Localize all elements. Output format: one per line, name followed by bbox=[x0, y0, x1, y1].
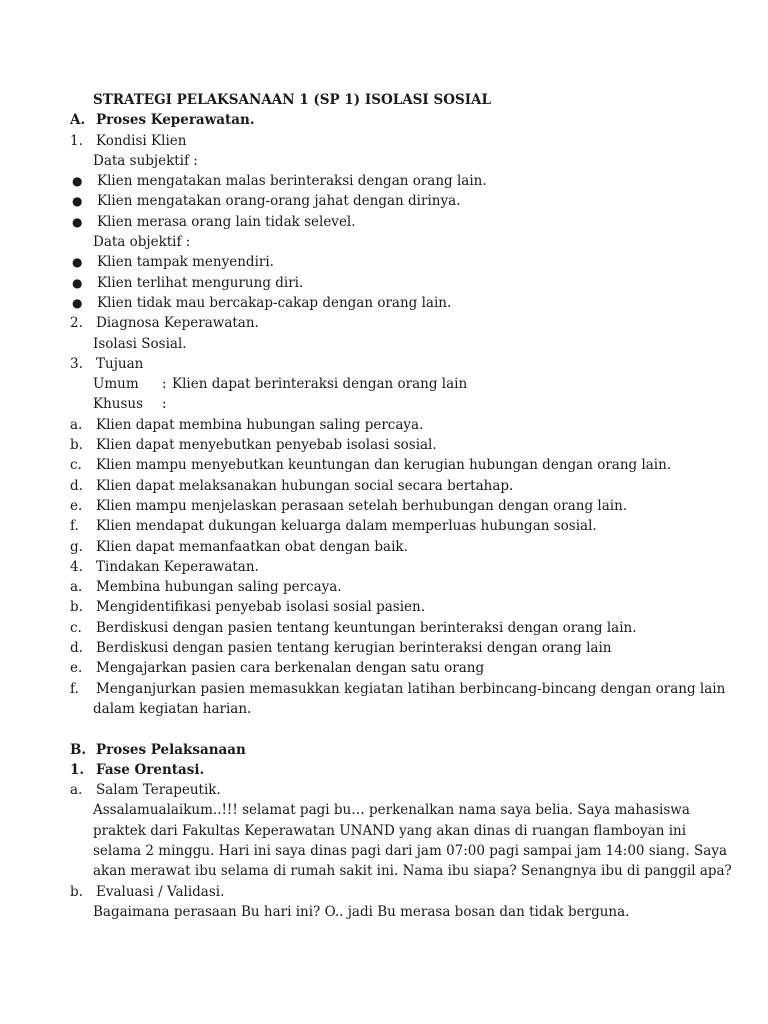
umum-value: Klien dapat berinteraksi dengan orang lain bbox=[172, 376, 468, 393]
list-item-marker: a. bbox=[70, 579, 83, 596]
paragraph-line bbox=[0, 902, 768, 922]
list-item-text: Menganjurkan pasien memasukkan kegiatan latihan berbincang-bincang dengan orang lain bbox=[96, 680, 726, 697]
list-item bbox=[0, 618, 768, 638]
bullet-icon: ● bbox=[72, 194, 83, 209]
list-item-text: Klien mampu menjelaskan perasaan setelah berhubungan dengan orang lain. bbox=[96, 497, 628, 514]
kondisi-marker: 1. bbox=[70, 132, 83, 149]
document-title: STRATEGI PELAKSANAAN 1 (SP 1) ISOLASI SOSIAL bbox=[93, 92, 491, 108]
list-item bbox=[0, 191, 768, 211]
list-item bbox=[0, 212, 768, 232]
list-item-text: Klien dapat melaksanakan hubungan social secara bertahap. bbox=[96, 477, 514, 494]
list-item-marker: f. bbox=[70, 680, 79, 697]
list-item-marker: b. bbox=[70, 437, 83, 454]
list-item-marker: d. bbox=[70, 477, 83, 494]
diagnosa-value: Isolasi Sosial. bbox=[93, 335, 187, 352]
list-item bbox=[0, 679, 768, 699]
bullet-icon: ● bbox=[72, 275, 83, 290]
paragraph-line bbox=[0, 841, 768, 861]
tindakan-heading bbox=[0, 557, 768, 577]
list-item-text: Klien tidak mau bercakap-cakap dengan orang lain. bbox=[97, 294, 452, 311]
paragraph-text: praktek dari Fakultas Keperawatan UNAND yang akan dinas di ruangan flamboyan ini bbox=[93, 822, 687, 839]
list-item-marker: e. bbox=[70, 497, 83, 514]
document-page bbox=[0, 90, 768, 922]
evaluasi-marker: b. bbox=[70, 883, 83, 900]
list-item bbox=[0, 435, 768, 455]
khusus-label: Khusus bbox=[93, 396, 144, 413]
salam-label: Salam Terapeutik. bbox=[96, 782, 221, 799]
section-a-marker: A. bbox=[70, 112, 86, 129]
section-b-label: Proses Pelaksanaan bbox=[96, 741, 246, 758]
diagnosa-heading bbox=[0, 313, 768, 333]
list-item bbox=[0, 496, 768, 516]
list-item bbox=[0, 252, 768, 272]
list-item-text: Klien mengatakan malas berinteraksi dengan orang lain. bbox=[97, 173, 487, 190]
umum-label: Umum bbox=[93, 376, 139, 393]
list-item-text: Klien dapat membina hubungan saling percaya. bbox=[96, 416, 424, 433]
list-item-marker: f. bbox=[70, 518, 79, 535]
list-item-marker: c. bbox=[70, 619, 82, 636]
bullet-icon: ● bbox=[72, 255, 83, 270]
list-item bbox=[0, 577, 768, 597]
list-item-text: Klien merasa orang lain tidak selevel. bbox=[97, 213, 356, 230]
section-a-heading bbox=[0, 110, 768, 130]
fase-label: Fase Orentasi. bbox=[96, 761, 205, 778]
list-item bbox=[0, 171, 768, 191]
paragraph-text: selama 2 minggu. Hari ini saya dinas pagi dari jam 07:00 pagi sampai jam 14:00 siang. Saya bbox=[93, 842, 727, 859]
kondisi-label: Kondisi Klien bbox=[96, 132, 187, 149]
evaluasi-heading bbox=[0, 882, 768, 902]
list-item-text: Klien tampak menyendiri. bbox=[97, 254, 274, 271]
list-item-text: Klien mengatakan orang-orang jahat dengan dirinya. bbox=[97, 193, 461, 210]
fase-marker: 1. bbox=[70, 761, 85, 778]
objektif-heading bbox=[0, 232, 768, 252]
list-item-text: Mengidentifikasi penyebab isolasi sosial pasien. bbox=[96, 599, 426, 616]
list-item-text: dalam kegiatan harian. bbox=[93, 700, 252, 717]
paragraph-text: Bagaimana perasaan Bu hari ini? O.. jadi Bu merasa bosan dan tidak berguna. bbox=[93, 903, 630, 920]
list-item-marker: g. bbox=[70, 538, 83, 555]
list-item-text: Klien mampu menyebutkan keuntungan dan kerugian hubungan dengan orang lain. bbox=[96, 457, 672, 474]
tujuan-label: Tujuan bbox=[96, 355, 144, 372]
list-item bbox=[0, 273, 768, 293]
salam-heading bbox=[0, 780, 768, 800]
list-item-marker: e. bbox=[70, 660, 83, 677]
list-item bbox=[0, 415, 768, 435]
tujuan-marker: 3. bbox=[70, 355, 83, 372]
umum-colon: : bbox=[162, 376, 167, 393]
section-a-label: Proses Keperawatan. bbox=[96, 112, 255, 129]
list-item bbox=[0, 476, 768, 496]
tujuan-heading bbox=[0, 354, 768, 374]
list-item-text: Berdiskusi dengan pasien tentang kerugian berinteraksi dengan orang lain bbox=[96, 640, 612, 657]
list-item bbox=[0, 597, 768, 617]
fase-heading bbox=[0, 760, 768, 780]
paragraph-text: Assalamualaikum..!!! selamat pagi bu… perkenalkan nama saya belia. Saya mahasiswa bbox=[93, 802, 690, 819]
subjektif-label: Data subjektif : bbox=[93, 152, 198, 169]
diagnosa-label: Diagnosa Keperawatan. bbox=[96, 315, 259, 332]
paragraph-line bbox=[0, 861, 768, 881]
list-item-marker: d. bbox=[70, 640, 83, 657]
list-item-text: Berdiskusi dengan pasien tentang keuntungan berinteraksi dengan orang lain. bbox=[96, 619, 637, 636]
list-item bbox=[0, 537, 768, 557]
list-item-continuation bbox=[0, 699, 768, 719]
section-b-marker: B. bbox=[70, 741, 87, 758]
list-item-marker: c. bbox=[70, 457, 82, 474]
blank-line bbox=[0, 719, 768, 739]
evaluasi-label: Evaluasi / Validasi. bbox=[96, 883, 225, 900]
salam-marker: a. bbox=[70, 782, 83, 799]
tujuan-khusus-line bbox=[0, 394, 768, 414]
list-item bbox=[0, 516, 768, 536]
kondisi-heading bbox=[0, 131, 768, 151]
list-item-text: Klien dapat memanfaatkan obat dengan baik. bbox=[96, 538, 408, 555]
list-item bbox=[0, 658, 768, 678]
diagnosa-value-line bbox=[0, 334, 768, 354]
bullet-icon: ● bbox=[72, 295, 83, 310]
subjektif-heading bbox=[0, 151, 768, 171]
paragraph-line bbox=[0, 800, 768, 820]
list-item bbox=[0, 293, 768, 313]
document-title-line bbox=[0, 90, 768, 110]
bullet-icon: ● bbox=[72, 214, 83, 229]
paragraph-line bbox=[0, 821, 768, 841]
list-item bbox=[0, 638, 768, 658]
paragraph-text: akan merawat ibu selama di rumah sakit ini. Nama ibu siapa? Senangnya ibu di panggil apa? bbox=[93, 863, 732, 880]
list-item-text: Klien terlihat mengurung diri. bbox=[97, 274, 304, 291]
bullet-icon: ● bbox=[72, 174, 83, 189]
section-b-heading bbox=[0, 740, 768, 760]
list-item-text: Membina hubungan saling percaya. bbox=[96, 579, 342, 596]
list-item-text: Klien dapat menyebutkan penyebab isolasi sosial. bbox=[96, 437, 437, 454]
diagnosa-marker: 2. bbox=[70, 315, 83, 332]
list-item-text: Klien mendapat dukungan keluarga dalam memperluas hubungan sosial. bbox=[96, 518, 597, 535]
list-item-marker: a. bbox=[70, 416, 83, 433]
objektif-label: Data objektif : bbox=[93, 234, 191, 251]
list-item-marker: b. bbox=[70, 599, 83, 616]
tujuan-umum-line bbox=[0, 374, 768, 394]
list-item-text: Mengajarkan pasien cara berkenalan dengan satu orang bbox=[96, 660, 485, 677]
tindakan-label: Tindakan Keperawatan. bbox=[96, 558, 259, 575]
khusus-colon: : bbox=[162, 396, 167, 413]
tindakan-marker: 4. bbox=[70, 558, 83, 575]
list-item bbox=[0, 455, 768, 475]
